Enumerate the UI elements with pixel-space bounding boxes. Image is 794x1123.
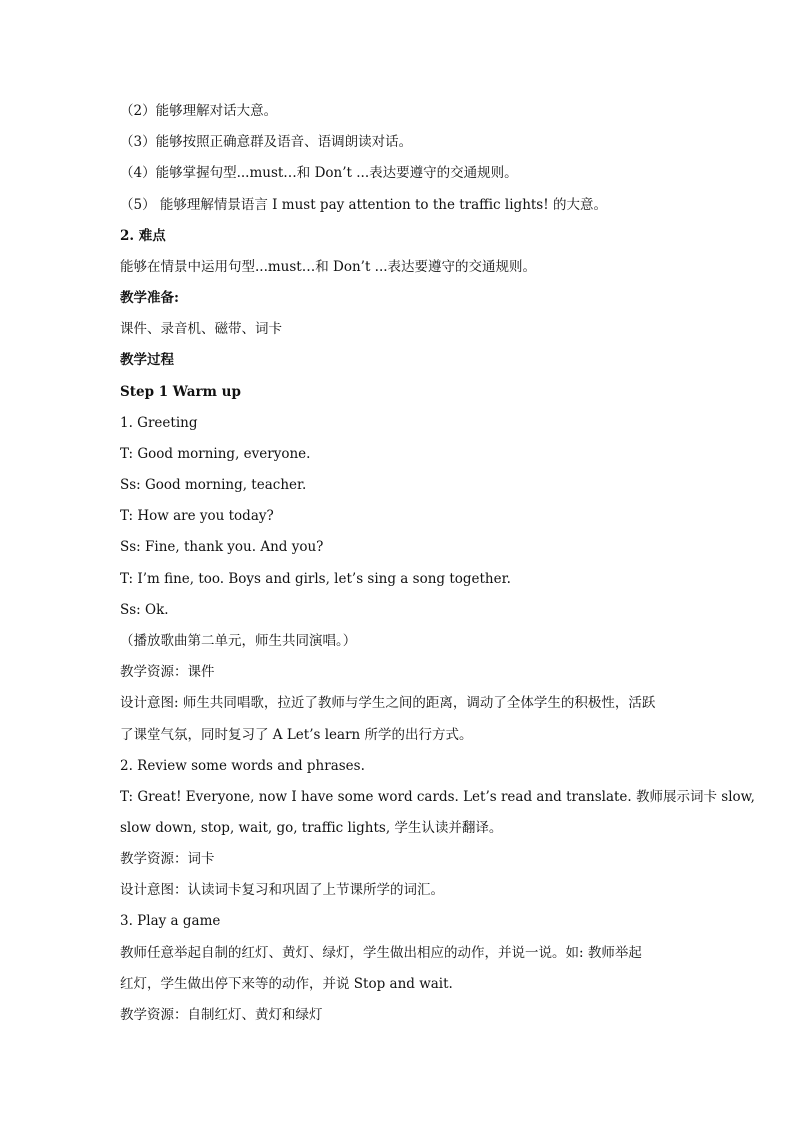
review-title: 2. Review some words and phrases. xyxy=(120,758,365,774)
dialogue-line: Ss: Ok. xyxy=(120,602,169,618)
design-intent-line: 设计意图: 师生共同唱歌，拉近了教师与学生之间的距离，调动了全体学生的积极性，活跃 xyxy=(120,695,656,711)
game-text-continued: 红灯，学生做出停下来等的动作，并说 Stop and wait. xyxy=(120,976,453,992)
objective-5: （5） 能够理解情景语言 I must pay attention to the traffic lights! 的大意。 xyxy=(120,197,607,213)
resource-line: 教学资源：自制红灯、黄灯和绿灯 xyxy=(120,1007,323,1023)
dialogue-line: T: How are you today? xyxy=(120,508,274,524)
dialogue-line: T: I’m fine, too. Boys and girls, let’s sing a song together. xyxy=(120,571,511,587)
song-note: （播放歌曲第二单元，师生共同演唱。） xyxy=(120,633,357,649)
greeting-title: 1. Greeting xyxy=(120,415,198,431)
design-intent-line: 设计意图：认读词卡复习和巩固了上节课所学的词汇。 xyxy=(120,882,444,898)
review-text: T: Great! Everyone, now I have some word cards. Let’s read and translate. 教师展示词卡 slow, xyxy=(120,789,755,805)
difficulty-text: 能够在情景中运用句型...must…和 Don’t ...表达要遵守的交通规则。 xyxy=(120,259,537,275)
design-intent-continued: 了课堂气氛，同时复习了 A Let’s learn 所学的出行方式。 xyxy=(120,727,473,743)
game-title: 3. Play a game xyxy=(120,913,221,929)
dialogue-line: Ss: Good morning, teacher. xyxy=(120,477,307,493)
objective-4: （4）能够掌握句型...must…和 Don’t ...表达要遵守的交通规则。 xyxy=(120,165,518,181)
objective-3: （3）能够按照正确意群及语音、语调朗读对话。 xyxy=(120,134,413,150)
preparation-text: 课件、录音机、磁带、词卡 xyxy=(120,321,282,337)
resource-line: 教学资源：词卡 xyxy=(120,851,215,867)
objective-2: （2）能够理解对话大意。 xyxy=(120,103,278,119)
dialogue-line: Ss: Fine, thank you. And you? xyxy=(120,539,324,555)
game-text: 教师任意举起自制的红灯、黄灯、绿灯，学生做出相应的动作，并说一说。如: 教师举起 xyxy=(120,945,642,961)
resource-line: 教学资源：课件 xyxy=(120,664,215,680)
dialogue-line: T: Good morning, everyone. xyxy=(120,446,311,462)
preparation-heading: 教学准备: xyxy=(120,290,179,306)
difficulty-heading: 2. 难点 xyxy=(120,228,166,244)
process-heading: 教学过程 xyxy=(120,352,174,368)
step-1-heading: Step 1 Warm up xyxy=(120,384,241,400)
review-text-continued: slow down, stop, wait, go, traffic lights, 学生认读并翻译。 xyxy=(120,820,503,836)
